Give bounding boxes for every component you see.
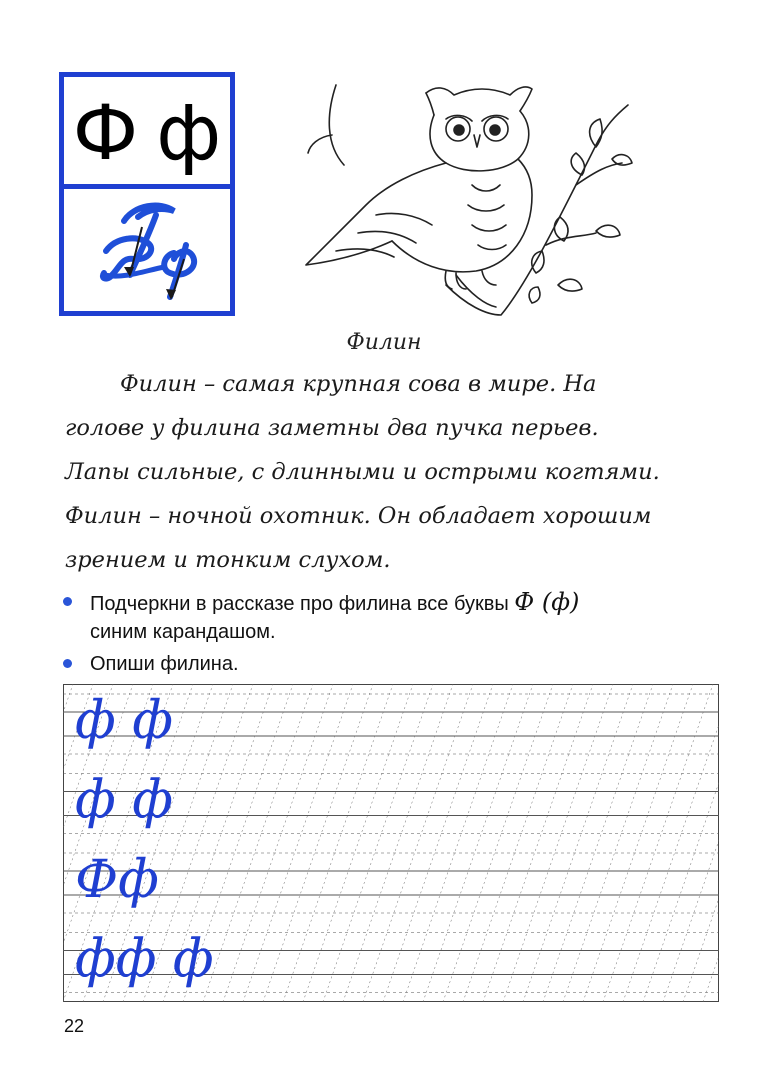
slant-line [363, 684, 473, 1002]
slant-line [283, 684, 393, 1002]
bullet-icon [63, 659, 72, 668]
copybook-lines [63, 684, 719, 1002]
print-letter-lower: ф [156, 88, 222, 177]
slant-line [63, 684, 73, 1002]
script-letters [64, 193, 230, 311]
letter-card [59, 72, 235, 316]
copybook-letters: Фф [75, 850, 159, 910]
slant-line [463, 684, 573, 1002]
slant-line [603, 684, 713, 1002]
owl-icon [296, 75, 636, 320]
page-number: 22 [64, 1016, 85, 1036]
copybook-grid [63, 684, 719, 1002]
story-line: Филин – самая крупная сова в мире. На [120, 371, 597, 397]
copybook-letters: фф ф [75, 929, 214, 990]
slant-line [383, 684, 493, 1002]
slant-line [223, 684, 333, 1002]
print-letters [64, 83, 230, 183]
story-line: Лапы сильные, с длинными и острыми когтями. [65, 459, 660, 485]
task-list [60, 588, 740, 682]
task2-text: Опиши филина. [90, 653, 239, 675]
illustration-caption: Филин [346, 330, 422, 355]
slant-line [503, 684, 613, 1002]
copybook-letters: ф ф [75, 770, 173, 831]
slant-line [523, 684, 633, 1002]
slant-line [483, 684, 593, 1002]
story-line: голове у филина заметны два пучка перьев. [65, 415, 599, 441]
slant-line [543, 684, 653, 1002]
slant-line [243, 684, 353, 1002]
slant-line [683, 684, 719, 1002]
slant-line [423, 684, 533, 1002]
task-item [60, 588, 740, 646]
story-line: зрением и тонким слухом. [65, 547, 391, 573]
slant-line [663, 684, 719, 1002]
slant-line [343, 684, 453, 1002]
story-line: Филин – ночной охотник. Он обладает хорошим [65, 503, 652, 529]
slant-line [263, 684, 373, 1002]
slant-line [303, 684, 413, 1002]
slant-line [403, 684, 513, 1002]
slant-line [203, 684, 313, 1002]
task-item [60, 650, 740, 678]
task1-letters: Ф (ф) [514, 588, 580, 616]
slant-line [623, 684, 719, 1002]
slant-line [443, 684, 553, 1002]
slant-line [583, 684, 693, 1002]
owl-illustration [296, 75, 636, 320]
bullet-icon [63, 597, 72, 606]
print-letter-upper: Ф [72, 88, 139, 177]
card-divider [64, 184, 230, 189]
script-letter-drawing [64, 193, 230, 311]
story-text [65, 362, 725, 582]
slant-line [643, 684, 719, 1002]
slant-line [323, 684, 433, 1002]
copybook-letters: ф ф [75, 691, 173, 751]
slant-line [563, 684, 673, 1002]
task1-end: синим карандашом. [90, 621, 276, 643]
task1-text: Подчеркни в рассказе про филина все буквы [90, 593, 509, 615]
